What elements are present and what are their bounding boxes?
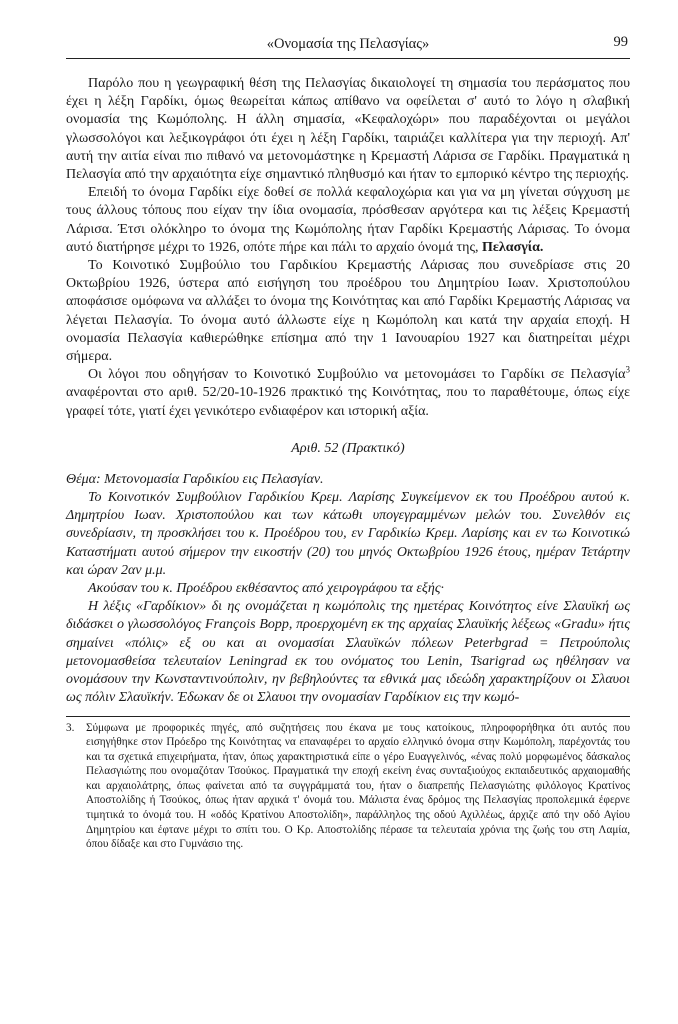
paragraph-4 [66, 366, 630, 421]
footnote [66, 721, 630, 852]
paragraph-1: Παρόλο που η γεωγραφική θέση της Πελασγίας δικαιολογεί τη σημασία του περάσματος που έχει η λέξη Γαρδίκι, όμως θεωρείται κάπως απίθανο να οφείλεται σ' αυτό το λόγο η σλαβική ονομασία της Κωμόπολης. Η άλλη σημασία, «Κεφαλοχώρι» που παραδέχονται οι μεγάλοι γλωσσολόγοι και λεξικογράφοι ότι έχει η λέξη Γαρδίκι, ταιριάζει καλλίτερα για την περιοχή. Απ' αυτή την αιτία είναι πιο πιθανό να μετονομάστηκε η Κρεμαστή Λάρισα σε Γαρδίκι. Πραγματικά η Πελασγία από την αρχαιότητα είχε σημαντικό πληθυσμό και ήταν το εμπορικό κέντρο της περιοχής. [66, 76, 630, 183]
minutes-text [66, 471, 630, 708]
document-heading: Αριθ. 52 (Πρακτικό) [291, 440, 405, 456]
paragraph-2 [66, 184, 630, 257]
book-page [66, 34, 630, 852]
minutes-paragraph-2: Ακούσαν του κ. Προέδρου εκθέσαντος από χειρογράφου τα εξής· [88, 581, 445, 597]
footnote-text: Σύμφωνα με προφορικές πηγές, από συζητήσεις που έκανα με τους κατοίκους, πληροφορήθηκα ότι αυτός που εισηγήθηκε στον Πρόεδρο της Κοινότητας να επαναφέρει το αρχαίο ελληνικό όνομα στην Κωμόπολη, παρέχοντάς του και τα σχετικά επιχειρήματα, ήταν, όπως χαρακτηριστικά είπε ο γέρο Ευαγγελινός, «ένας πολύ μορφωμένος δάσκαλος Πελασγιώτης που ονομαζόταν Τσούκος. Πραγματικά την εποχή εκείνη ένας συνταξιούχος εκπαιδευτικός αρχαιομαθής και αρχαιολάτρης, όπως φαίνεται από τα συγγράμματά του, ήταν ο διαπρεπής Πελασγιώτης φιλόλογος Κρατίνος Αποστολίδης ή Τσούκος, όπως ήταν αρχικά τ' όνομά του. Μάλιστα ένας δρόμος της Πελασγίας προπολεμικά έφερνε τιμητικά το όνομά του. Η «οδός Κρατίνου Αποστολίδη», παράλληλος της οδού Αχιλλέως, άρχιζε από την οδό Αγίου Δημητρίου και έφτανε μέχρι το σπίτι του. Ο Κρ. Αποστολίδης πέρασε τα τελευταία χρόνια της ζωής του στη Λαμία, όπου δίδαξε και στο Γυμνάσιο της. [86, 721, 630, 851]
paragraph-4-end: αναφέρονται στο αριθ. 52/20-10-1926 πρακτικό της Κοινότητας, που το παραθέτουμε, όπως είχε γραφεί τότε, γιατί έχει γενικότερο ενδιαφέρον και ιστορική αξία. [66, 385, 630, 419]
footnote-divider [66, 716, 630, 717]
main-text [66, 75, 630, 421]
paragraph-2-bold-name: Πελασγία. [482, 239, 544, 255]
footnote-number: 3. [66, 721, 75, 734]
minutes-paragraph-1: Το Κοινοτικόν Συμβούλιον Γαρδικίου Κρεμ. Λαρίσης Συγκείμενον εκ του Προέδρου αυτού κ. Δημητρίου Ιωαν. Χριστοπούλου και των κάτωθι υπογεγραμμένων μελών του. Συνελθόν εις συνεδρίασιν, τη προσκλήσει του κ. Προέδρου του, εν Γαρδικίω Κρεμ. Λαρίσης και εν τω Κοινοτικώ Καταστήματι αυτού σήμερον την εικοστήν (20) του μηνός Οκτωβρίου 1926 έτους, ημέραν Τετάρτην και ώραν 2αν μ.μ. [66, 490, 630, 578]
paragraph-2-text: Επειδή το όνομα Γαρδίκι είχε δοθεί σε πολλά κεφαλοχώρια και για να μη γίνεται σύγχυση με τους άλλους τόπους που είχαν την ίδια ονομασία, πρόσθεσαν αργότερα και τις λέξεις Κρεμαστή Λάρισα. Έτσι ολόκληρο το όνομα της Κωμόπολης ήταν Γαρδίκι Κρεμαστής Λάρισας. Το όνομα αυτό διατήρησε μέχρι το 1926, οπότε πήρε και πάλι το αρχαίο όνομά της, [66, 185, 630, 255]
page-number: 99 [613, 34, 628, 50]
page-header [66, 34, 630, 59]
footnote-reference: 3 [625, 364, 630, 375]
minutes-paragraph-3: Η λέξις «Γαρδίκιον» δι ης ονομάζεται η κωμόπολις της ημετέρας Κοινότητος είνε Σλαυϊκή ως διδάσκει ο γλωσσολόγος François Bopp, προερχομένη εκ της αρχαίας Σλαυϊκής λέξεως «Gradu» ήτις σημαίνει «πόλις» εξ ου και αι ονομασίαι Σλαυϊκών πόλεων Peterbgrad = Πετρούπολις μετονομασθείσα τελευταίον Leningrad εκ του ονόματος του Lenin, Tsarigrad ως ηθέλησαν να ονομάσουν την Κωνσταντινούπολιν, ην βεβηλούντες τα εθνικά μας ιδεώδη χαρακτηρίζουν οι Σλαυοι ως πόλιν Σλαυϊκήν. Έδωκαν δε οι Σλαυοι την ονομασίαν Γαρδίκιον εις την κωμό- [66, 599, 630, 706]
minutes-subject: Θέμα: Μετονομασία Γαρδικίου εις Πελασγίαν. [66, 471, 324, 487]
paragraph-4-start: Οι λόγοι που οδηγήσαν το Κοινοτικό Συμβούλιο να μετονομάσει το Γαρδίκι σε Πελασγία [88, 367, 626, 383]
paragraph-3: Το Κοινοτικό Συμβούλιο του Γαρδικίου Κρεμαστής Λάρισας που συνεδρίασε στις 20 Οκτωβρίου 1926, ύστερα από εισήγηση του προέδρου του Δημητρίου Ιωαν. Χριστοπούλου αποφάσισε ομόφωνα να αλλάξει το όνομα της Κοινότητας και από Γαρδίκι Κρεμαστής Λάρισας να λέγεται Πελασγία. Το όνομα αυτό άλλωστε είχε η Κωμόπολη και κατά την αρχαία εποχή. Η ονομασία Πελασγία καθιερώθηκε επίσημα από την 1 Ιανουαρίου 1927 και διατηρείται μέχρι σήμερα. [66, 258, 630, 365]
running-title: «Ονομασία της Πελασγίας» [266, 36, 430, 52]
